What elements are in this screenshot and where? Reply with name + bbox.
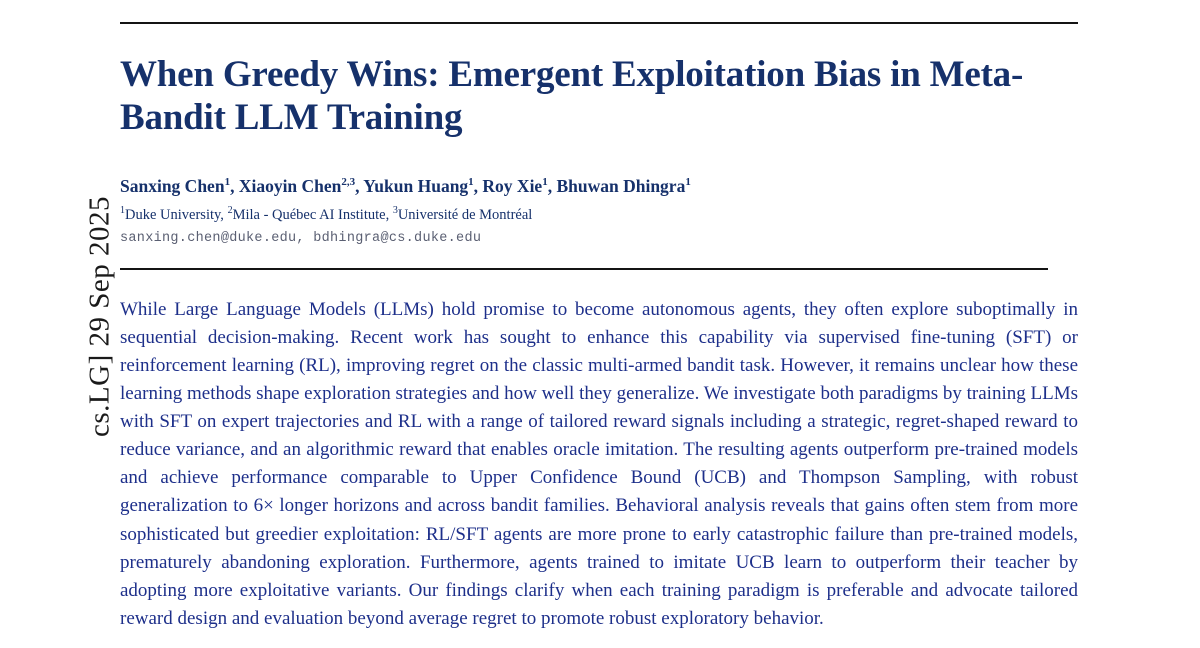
contact-emails: sanxing.chen@duke.edu, bdhingra@cs.duke.edu xyxy=(120,230,482,246)
arxiv-stamp xyxy=(0,0,120,648)
affiliation-list: $^1$Duke University, $^2$Mila - Québec AI Institute, $^3$Université de Montréal xyxy=(120,204,533,223)
header-divider-bottom xyxy=(120,268,1048,270)
abstract-text: While Large Language Models (LLMs) hold promise to become autonomous agents, they often explore suboptimally in sequential decision-making. Recent work has sought to enhance this capability via supervised fine-tuning (SFT) or reinforcement learning (RL), improving regret on the classic multi-armed bandit task. However, it remains unclear how these learning methods shape exploration strategies and how well they generalize. We investigate both paradigms by training LLMs with SFT on expert trajectories and RL with a range of tailored reward signals including a strategic, regret-shaped reward to reduce variance, and an algorithmic reward that enables oracle imitation. The resulting agents outperform pre-trained models and achieve performance comparable to Upper Confidence Bound (UCB) and Thompson Sampling, with robust generalization to 6× longer horizons and across bandit families. Behavioral analysis reveals that gains often stem from more sophisticated but greedier exploitation: RL/SFT agents are more prone to early catastrophic failure than pre-trained models, prematurely abandoning exploration. Furthermore, agents trained to imitate UCB learn to outperform their teacher by adopting more exploitative variants. Our findings clarify when each training paradigm is preferable and advocate tailored reward design and evaluation beyond average regret to promote robust exploratory behavior. xyxy=(120,298,1078,629)
page-title: When Greedy Wins: Emergent Exploitation Bias in Meta-Bandit LLM Training xyxy=(120,54,1024,138)
arxiv-stamp-text: cs.LG] 29 Sep 2025 xyxy=(83,196,116,437)
author-list: Sanxing Chen$^1$, Xiaoyin Chen$^{2,3}$, Yukun Huang$^1$, Roy Xie$^1$, Bhuwan Dhingra$^1$ xyxy=(120,175,691,196)
paper-page xyxy=(120,0,1080,633)
header-divider-top xyxy=(120,22,1078,24)
abstract-section xyxy=(120,296,1078,633)
